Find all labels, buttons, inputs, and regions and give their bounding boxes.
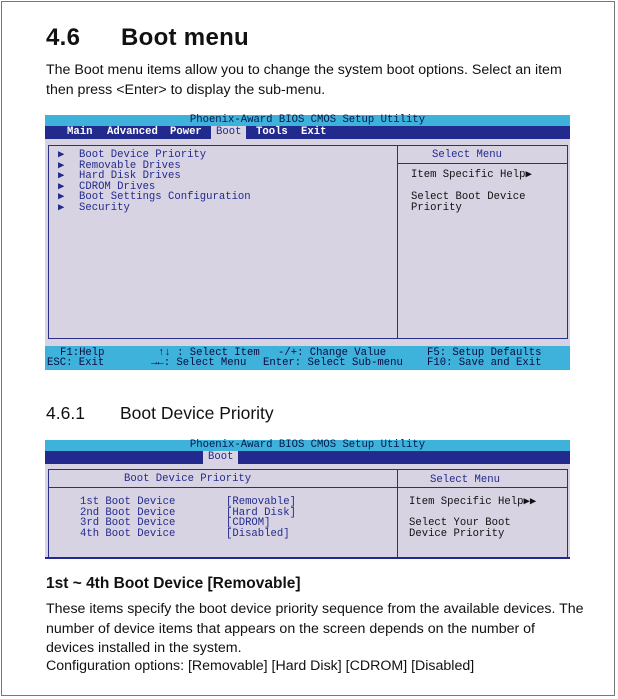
menu-item-security[interactable]: Security bbox=[79, 201, 130, 214]
section-title: Boot menu bbox=[121, 24, 250, 51]
menu-item-removable-drives[interactable]: Removable Drives bbox=[79, 159, 181, 172]
boot-device-2-label: 2nd Boot Device bbox=[80, 506, 176, 519]
bios-screen-boot-menu bbox=[45, 115, 570, 370]
help-text-line-1: Select Boot Device bbox=[411, 191, 526, 203]
boot-device-1-label: 1st Boot Device bbox=[80, 496, 176, 508]
double-arrow-icon: ▶▶ bbox=[523, 496, 537, 508]
footer-change-value: -/+: Change Value bbox=[278, 347, 387, 359]
menu-main[interactable]: Main bbox=[67, 126, 93, 138]
footer-save-exit: F10: Save and Exit bbox=[427, 357, 542, 369]
item-description: These items specify the boot device priority sequence from the available devices. The number of device items that appears on the screen depends on the number of devices installed in the system. bbox=[46, 601, 584, 656]
configuration-options: Configuration options: [Removable] [Hard Disk] [CDROM] [Disabled] bbox=[46, 658, 475, 674]
bios2-help-title: Item Specific Help▶▶ bbox=[409, 496, 537, 508]
menu-item-boot-settings[interactable]: Boot Settings Configuration bbox=[79, 191, 251, 203]
footer-setup-defaults: F5: Setup Defaults bbox=[427, 347, 542, 359]
footer-select-item: ↑↓ : Select Item bbox=[158, 347, 260, 359]
bios2-select-menu-header: Select Menu bbox=[430, 474, 500, 486]
item-arrow-2: ▶ bbox=[58, 159, 65, 172]
help-title: Item Specific Help▶ bbox=[411, 169, 532, 181]
bios2-help-text-line-2: Device Priority bbox=[409, 527, 505, 540]
bios2-tab-boot[interactable]: Boot bbox=[203, 451, 238, 464]
menu-exit[interactable]: Exit bbox=[301, 126, 327, 138]
bios-footer bbox=[45, 346, 570, 370]
boot-device-4-label: 4th Boot Device bbox=[80, 527, 176, 540]
bios-menu-bar bbox=[45, 126, 570, 139]
bios-body bbox=[45, 139, 570, 346]
bios2-bottom-edge bbox=[45, 557, 570, 559]
help-text-line-2: Priority bbox=[411, 201, 462, 214]
boot-device-4-value[interactable]: [Disabled] bbox=[226, 527, 290, 540]
footer-esc-exit: ESC: Exit bbox=[47, 357, 105, 369]
section-intro: The Boot menu items allow you to change the system boot options. Select an item then press <Enter> to display the sub-menu. bbox=[46, 62, 562, 98]
subsection-title: Boot Device Priority bbox=[120, 403, 274, 423]
bios2-help-text-line-1: Select Your Boot bbox=[409, 517, 511, 529]
item-arrow-6: ▶ bbox=[58, 201, 65, 214]
item-arrow-5: ▶ bbox=[58, 191, 65, 203]
menu-advanced[interactable]: Advanced bbox=[107, 126, 158, 138]
select-menu-header: Select Menu bbox=[432, 149, 502, 161]
boot-device-3-label: 3rd Boot Device bbox=[80, 517, 176, 529]
boot-device-1-value[interactable]: [Removable] bbox=[226, 496, 296, 508]
bios2-body bbox=[45, 464, 570, 557]
subsection-number: 4.6.1 bbox=[46, 403, 85, 423]
menu-boot[interactable]: Boot bbox=[211, 126, 246, 139]
bios-title-bar: Phoenix-Award BIOS CMOS Setup Utility bbox=[45, 115, 570, 126]
section-heading bbox=[46, 24, 249, 52]
footer-select-submenu: Enter: Select Sub-menu bbox=[263, 357, 403, 369]
item-arrow-3: ▶ bbox=[58, 170, 65, 182]
section-number: 4.6 bbox=[46, 24, 81, 51]
bios2-menu-bar bbox=[45, 451, 570, 464]
bios-screen-boot-device-priority bbox=[45, 440, 570, 559]
bios2-title-bar: Phoenix-Award BIOS CMOS Setup Utility bbox=[45, 440, 570, 451]
bios2-left-header: Boot Device Priority bbox=[124, 473, 252, 485]
menu-item-hard-disk-drives[interactable]: Hard Disk Drives bbox=[79, 170, 181, 182]
footer-f1-help: F1:Help bbox=[60, 347, 105, 359]
footer-select-menu: →←: Select Menu bbox=[151, 357, 247, 369]
menu-power[interactable]: Power bbox=[170, 126, 202, 138]
item-arrow-4: ▶ bbox=[58, 180, 65, 193]
item-arrow-1: ▶ bbox=[58, 149, 65, 161]
menu-item-boot-device-priority[interactable]: Boot Device Priority bbox=[79, 149, 207, 161]
boot-device-2-value[interactable]: [Hard Disk] bbox=[226, 506, 296, 519]
subsection-heading bbox=[46, 403, 274, 424]
boot-device-3-value[interactable]: [CDROM] bbox=[226, 517, 271, 529]
item-heading: 1st ~ 4th Boot Device [Removable] bbox=[46, 575, 301, 592]
menu-item-cdrom-drives[interactable]: CDROM Drives bbox=[79, 180, 156, 193]
menu-tools[interactable]: Tools bbox=[256, 126, 288, 138]
double-arrow-icon: ▶ bbox=[525, 169, 532, 181]
